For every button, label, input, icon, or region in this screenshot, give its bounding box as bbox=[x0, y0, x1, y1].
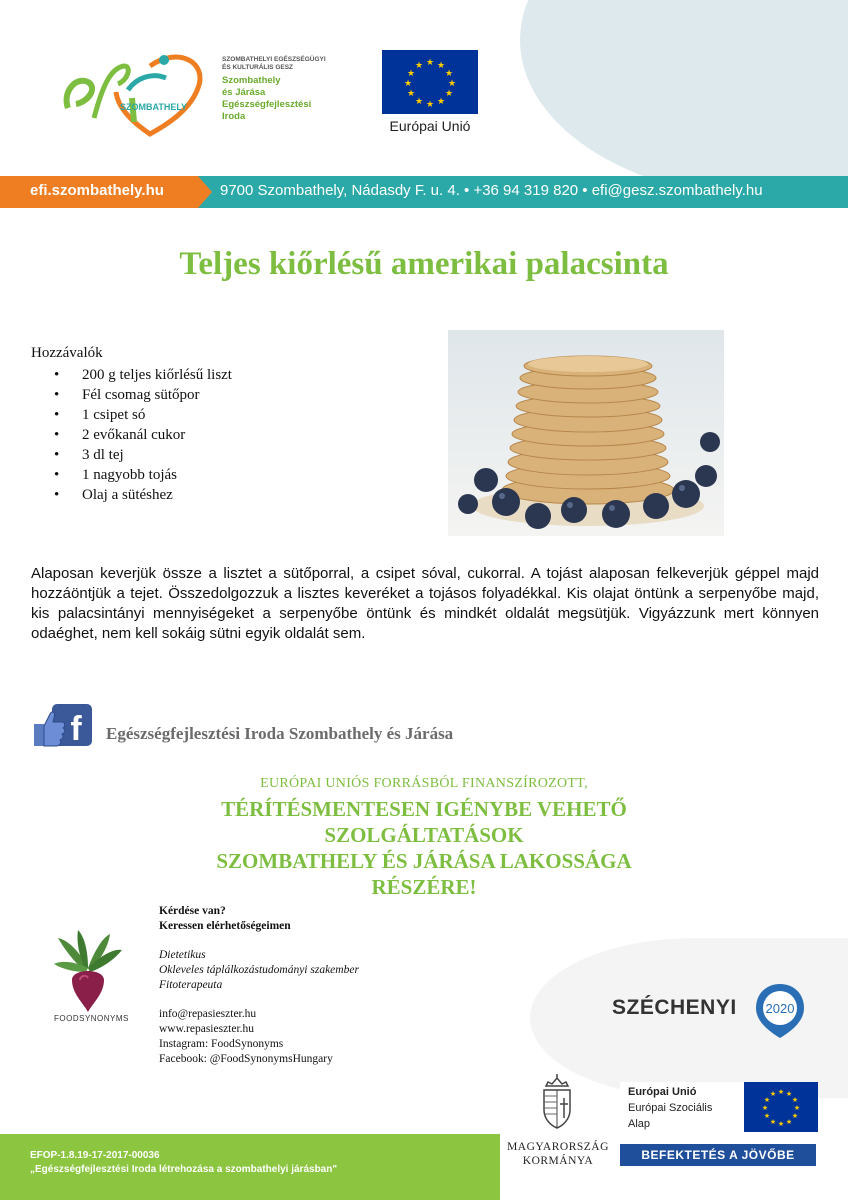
svg-text:★: ★ bbox=[791, 1096, 799, 1104]
facebook-like-icon[interactable] bbox=[32, 702, 94, 748]
svg-text:★: ★ bbox=[436, 97, 446, 107]
hungarian-coat-of-arms-icon bbox=[540, 1074, 574, 1130]
esf-line: Alap bbox=[628, 1118, 651, 1130]
befektetes-banner: BEFEKTETÉS A JÖVŐBE bbox=[620, 1144, 816, 1166]
contact-role: Fitoterapeuta bbox=[159, 979, 223, 991]
svg-text:★: ★ bbox=[447, 79, 457, 89]
svg-text:★: ★ bbox=[793, 1104, 801, 1112]
gesz-green-line: Egészségfejlesztési bbox=[222, 99, 312, 110]
contact-email[interactable]: info@repasieszter.hu bbox=[159, 1008, 257, 1020]
svg-text:★: ★ bbox=[414, 97, 424, 107]
gesz-green-line: Iroda bbox=[222, 111, 246, 122]
ingredients-heading: Hozzávalók bbox=[31, 345, 103, 361]
svg-text:★: ★ bbox=[777, 1120, 785, 1128]
funding-main-line: SZOLGÁLTATÁSOK bbox=[324, 823, 524, 847]
svg-text:★: ★ bbox=[769, 1118, 777, 1126]
szechenyi-2020-badge-icon bbox=[754, 982, 806, 1040]
svg-text:★: ★ bbox=[403, 79, 413, 89]
esf-text bbox=[628, 1084, 732, 1132]
svg-text:★: ★ bbox=[444, 89, 454, 99]
eu-label: Európai Unió bbox=[389, 118, 471, 134]
svg-text:★: ★ bbox=[406, 89, 416, 99]
svg-text:★: ★ bbox=[777, 1088, 785, 1096]
ingredient-item: • 1 csipet só bbox=[54, 405, 232, 425]
contact-instagram: Instagram: FoodSynonyms bbox=[159, 1038, 284, 1050]
svg-text:★: ★ bbox=[444, 69, 454, 79]
funding-line: EURÓPAI UNIÓS FORRÁSBÓL FINANSZÍROZOTT, bbox=[260, 776, 588, 791]
efi-logo-text: SZOMBATHELY bbox=[120, 102, 188, 112]
government-line: MAGYARORSZÁG bbox=[507, 1141, 609, 1153]
government-label bbox=[506, 1140, 610, 1168]
svg-text:★: ★ bbox=[761, 1104, 769, 1112]
svg-text:★: ★ bbox=[785, 1118, 793, 1126]
ingredient-item: • 1 nagyobb tojás bbox=[54, 465, 232, 485]
svg-text:★: ★ bbox=[425, 58, 435, 68]
svg-text:★: ★ bbox=[436, 61, 446, 71]
szechenyi-year: 2020 bbox=[765, 1001, 795, 1016]
gesz-name-block bbox=[222, 56, 352, 123]
contact-prompt: Keressen elérhetőségeimen bbox=[159, 920, 291, 932]
contact-role: Dietetikus bbox=[159, 949, 206, 961]
gesz-green-line: Szombathely bbox=[222, 75, 281, 86]
instructions-paragraph: Alaposan keverjük össze a lisztet a sütőporral, a csipet sóval, cukorral. A tojást alaposan felkeverjük géppel majd hozzáöntjük a tejet. Összedolgozzuk a lisztes keveréket a tojásos folyadékkal. Kis olajat öntünk a serpenyőbe majd, kis palacsintányi mennyiségeket a serpenyőbe öntünk és mindkét oldalát megsütjük. Vigyázzunk mert könnyen odaéghet, nem kell sokáig sütni egyik oldalát sem. bbox=[31, 565, 819, 642]
funding-main-line: RÉSZÉRE! bbox=[371, 875, 477, 899]
svg-text:★: ★ bbox=[769, 1090, 777, 1098]
eu-flag-icon bbox=[744, 1082, 818, 1132]
website-link[interactable]: efi.szombathely.hu bbox=[30, 182, 164, 199]
efop-code: EFOP-1.8.19-17-2017-00036 bbox=[30, 1150, 160, 1161]
funding-main-line: TÉRÍTÉSMENTESEN IGÉNYBE VEHETŐ bbox=[221, 797, 627, 821]
svg-text:★: ★ bbox=[406, 69, 416, 79]
gesz-small-line: ÉS KULTURÁLIS GESZ bbox=[222, 64, 294, 71]
svg-text:★: ★ bbox=[763, 1112, 771, 1120]
svg-text:★: ★ bbox=[785, 1090, 793, 1098]
funding-main-text bbox=[150, 796, 698, 900]
contact-facebook: Facebook: @FoodSynonymsHungary bbox=[159, 1053, 333, 1065]
ingredient-item: • Olaj a sütéshez bbox=[54, 485, 232, 505]
pancake-stack-image bbox=[448, 330, 724, 536]
ingredient-item: • 200 g teljes kiőrlésű liszt bbox=[54, 365, 232, 385]
contact-block bbox=[159, 904, 459, 1067]
contact-role: Okleveles táplálkozástudományi szakember bbox=[159, 964, 359, 976]
esf-line: Európai Szociális bbox=[628, 1102, 713, 1114]
government-line: KORMÁNYA bbox=[522, 1155, 594, 1167]
funding-main-line: SZOMBATHELY ÉS JÁRÁSA LAKOSSÁGA bbox=[216, 849, 632, 873]
gesz-small-line: SZOMBATHELYI EGÉSZSÉGÜGYI bbox=[222, 56, 326, 63]
esf-line: Európai Unió bbox=[628, 1086, 697, 1098]
beetroot-logo-icon bbox=[50, 928, 126, 1014]
svg-text:★: ★ bbox=[414, 61, 424, 71]
contact-website[interactable]: www.repasieszter.hu bbox=[159, 1023, 255, 1035]
eu-flag-icon bbox=[382, 50, 478, 114]
svg-text:★: ★ bbox=[763, 1096, 771, 1104]
efi-logo bbox=[58, 48, 218, 138]
ingredient-item: • 3 dl tej bbox=[54, 445, 232, 465]
gesz-green-line: és Járása bbox=[222, 87, 266, 98]
recipe-title: Teljes kiőrlésű amerikai palacsinta bbox=[179, 246, 669, 282]
svg-text:f: f bbox=[70, 710, 82, 748]
svg-text:★: ★ bbox=[425, 100, 435, 110]
foodsynonyms-logo-label: FOODSYNONYMS bbox=[54, 1014, 129, 1023]
ingredient-item: • 2 evőkanál cukor bbox=[54, 425, 232, 445]
svg-text:★: ★ bbox=[791, 1112, 799, 1120]
efop-project-title: „Egészségfejlesztési Iroda létrehozása a szombathelyi járásban" bbox=[30, 1164, 338, 1175]
ingredient-item: • Fél csomag sütőpor bbox=[54, 385, 232, 405]
ingredients-list bbox=[54, 365, 232, 505]
szechenyi-label: SZÉCHENYI bbox=[612, 996, 737, 1019]
address-line: 9700 Szombathely, Nádasdy F. u. 4. • +36 94 319 820 • efi@gesz.szombathely.hu bbox=[220, 182, 763, 199]
contact-question: Kérdése van? bbox=[159, 905, 226, 917]
facebook-page-label[interactable]: Egészségfejlesztési Iroda Szombathely és Járása bbox=[106, 724, 454, 743]
